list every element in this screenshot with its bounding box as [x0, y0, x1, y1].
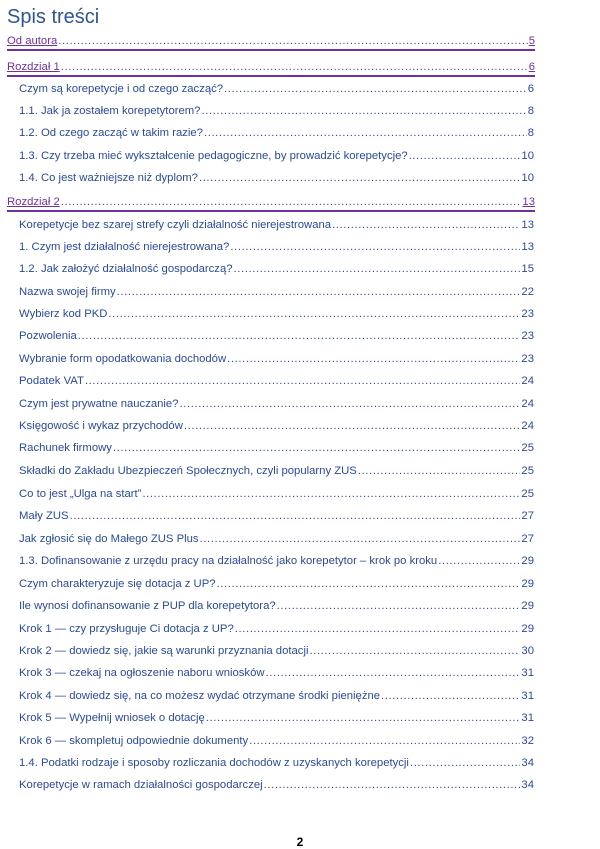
toc-entry-title: Krok 4 — dowiedz się, na co możesz wydać otrzymane środki pieniężne — [19, 690, 381, 702]
toc-entry-title: Ile wynosi dofinansowanie z PUP dla korepetytora? — [19, 600, 276, 612]
toc-entry-link[interactable] — [19, 352, 534, 366]
dot-leader — [184, 419, 521, 433]
toc-entry-link[interactable] — [19, 419, 534, 433]
toc-entry-title: Wybranie form opodatkowania dochodów — [19, 353, 227, 365]
toc-entry-link[interactable] — [19, 711, 534, 725]
toc-entry-page: 25 — [521, 442, 534, 454]
toc-entry-title: Korepetycje bez szarej strefy czyli działalność nierejestrowana — [19, 219, 332, 231]
toc-entry-link[interactable] — [19, 285, 534, 299]
toc-entry-title: Krok 1 — czy przysługuje Ci dotacja z UP? — [19, 623, 234, 635]
toc-entry-title: 1.4. Podatki rodzaje i sposoby rozliczania dochodów z uzyskanych korepetycji — [19, 757, 409, 769]
toc-entry-link[interactable] — [19, 104, 534, 118]
toc-entry-page: 10 — [521, 150, 534, 162]
toc-entry-link[interactable] — [19, 329, 534, 343]
toc-entry-title: Składki do Zakładu Ubezpieczeń Społecznych, czyli popularny ZUS — [19, 465, 357, 477]
toc-entry-link[interactable] — [19, 149, 534, 163]
toc-entry-title: Podatek VAT — [19, 375, 84, 387]
dot-leader — [85, 374, 521, 388]
toc-entry-page: 13 — [521, 241, 534, 253]
toc-entry-page: 31 — [521, 667, 534, 679]
dot-leader — [358, 464, 521, 478]
toc-entry-title: Od autora — [7, 35, 58, 47]
dot-leader — [108, 307, 520, 321]
toc-entry-link[interactable] — [19, 756, 534, 770]
heading-underline-rule — [7, 75, 535, 77]
toc-entry-page: 29 — [521, 600, 534, 612]
toc-entry-link[interactable] — [19, 644, 534, 658]
toc-entry-title: Czym jest prywatne nauczanie? — [19, 398, 179, 410]
toc-entry-link[interactable] — [19, 577, 534, 591]
heading-underline-rule — [7, 49, 535, 51]
toc-entry-title: Krok 2 — dowiedz się, jakie są warunki przyznania dotacji — [19, 645, 309, 657]
toc-entry-link[interactable] — [19, 689, 534, 703]
toc-entry-page: 5 — [528, 35, 535, 47]
page-number: 2 — [296, 835, 304, 849]
dot-leader — [332, 218, 520, 232]
toc-entry-page: 24 — [521, 375, 534, 387]
toc-entry-page: 29 — [521, 578, 534, 590]
toc-entry-page: 8 — [527, 127, 534, 139]
dot-leader — [381, 689, 520, 703]
dot-leader — [70, 509, 521, 523]
dot-leader — [230, 240, 520, 254]
toc-entry-page: 31 — [521, 712, 534, 724]
dot-leader — [409, 149, 521, 163]
dot-leader — [180, 397, 521, 411]
toc-entry-page: 6 — [527, 83, 534, 95]
dot-leader — [235, 622, 521, 636]
dot-leader — [264, 778, 521, 792]
toc-entry-page: 13 — [522, 196, 535, 208]
toc-entry-title: Nazwa swojej firmy — [19, 286, 116, 298]
toc-entry-title: Krok 5 — Wypełnij wniosek o dotację — [19, 712, 205, 724]
toc-entry-link[interactable] — [19, 734, 534, 748]
toc-entry-page: 23 — [521, 330, 534, 342]
toc-entry-title: 1.1. Jak ja zostałem korepetytorem? — [19, 105, 201, 117]
toc-entry-title: Wybierz kod PKD — [19, 308, 108, 320]
toc-entry-title: 1.2. Jak założyć działalność gospodarczą? — [19, 263, 233, 275]
toc-entry-link[interactable] — [19, 778, 534, 792]
dot-leader — [61, 195, 522, 209]
toc-entry-title: Pozwolenia — [19, 330, 77, 342]
toc-entry-link[interactable] — [19, 262, 534, 276]
toc-entry-page: 6 — [528, 61, 535, 73]
toc-entry-title: Krok 3 — czekaj na ogłoszenie naboru wniosków — [19, 667, 265, 679]
dot-leader — [309, 644, 520, 658]
dot-leader — [410, 756, 520, 770]
toc-entry-page: 27 — [521, 510, 534, 522]
toc-entry-page: 24 — [521, 398, 534, 410]
dot-leader — [204, 126, 527, 140]
toc-entry-title: 1.3. Dofinansowanie z urzędu pracy na działalność jako korepetytor – krok po kroku — [19, 555, 438, 567]
toc-entry-link[interactable] — [19, 666, 534, 680]
toc-entry-page: 13 — [521, 219, 534, 231]
dot-leader — [227, 352, 520, 366]
toc-entry-title: Rachunek firmowy — [19, 442, 112, 454]
dot-leader — [78, 329, 521, 343]
dot-leader — [266, 666, 521, 680]
toc-entry-page: 10 — [521, 172, 534, 184]
toc-entry-link[interactable] — [19, 240, 534, 254]
dot-leader — [224, 82, 527, 96]
toc-entry-link[interactable] — [19, 464, 534, 478]
toc-entry-link[interactable] — [19, 599, 534, 613]
dot-leader — [206, 711, 521, 725]
toc-entry-title: 1.3. Czy trzeba mieć wykształcenie pedagogiczne, by prowadzić korepetycje? — [19, 150, 408, 162]
toc-entry-link[interactable] — [19, 441, 534, 455]
dot-leader — [438, 554, 520, 568]
dot-leader — [113, 441, 521, 455]
dot-leader — [117, 285, 521, 299]
toc-entry-title: Rozdział 1 — [7, 61, 60, 73]
toc-entry-title: Korepetycje w ramach działalności gospodarczej — [19, 779, 263, 791]
dot-leader — [142, 487, 520, 501]
toc-entry-link[interactable] — [19, 307, 534, 321]
toc-entry-page: 34 — [521, 757, 534, 769]
toc-entry-page: 29 — [521, 555, 534, 567]
toc-entry-title: Mały ZUS — [19, 510, 69, 522]
toc-entry-page: 25 — [521, 465, 534, 477]
toc-heading-link[interactable] — [7, 195, 535, 209]
toc-entry-title: Rozdział 2 — [7, 196, 60, 208]
dot-leader — [199, 171, 520, 185]
toc-entry-page: 23 — [521, 308, 534, 320]
toc-entry-page: 27 — [521, 533, 534, 545]
toc-entry-title: Co to jest „Ulga na start” — [19, 488, 142, 500]
toc-entry-link[interactable] — [19, 218, 534, 232]
toc-entry-page: 23 — [521, 353, 534, 365]
toc-entry-link[interactable] — [19, 487, 534, 501]
toc-entry-link[interactable] — [19, 622, 534, 636]
toc-entry-link[interactable] — [19, 171, 534, 185]
toc-entry-page: 29 — [521, 623, 534, 635]
page-title: Spis treści — [7, 6, 100, 28]
dot-leader — [58, 34, 527, 48]
dot-leader — [217, 577, 521, 591]
toc-entry-link[interactable] — [19, 82, 534, 96]
toc-entry-link[interactable] — [19, 397, 534, 411]
toc-entry-link[interactable] — [19, 509, 534, 523]
toc-entry-page: 25 — [521, 488, 534, 500]
toc-entry-link[interactable] — [19, 374, 534, 388]
dot-leader — [201, 104, 526, 118]
dot-leader — [249, 734, 520, 748]
toc-entry-page: 8 — [527, 105, 534, 117]
dot-leader — [61, 60, 528, 74]
toc-entry-page: 22 — [521, 286, 534, 298]
toc-entry-title: Jak zgłosić się do Małego ZUS Plus — [19, 533, 199, 545]
toc-entry-title: Czym są korepetycje i od czego zacząć? — [19, 83, 224, 95]
toc-heading-link[interactable] — [7, 60, 535, 74]
toc-entry-title: 1.4. Co jest ważniejsze niż dyplom? — [19, 172, 198, 184]
toc-entry-page: 15 — [521, 263, 534, 275]
toc-entry-page: 24 — [521, 420, 534, 432]
toc-entry-title: Czym charakteryzuje się dotacja z UP? — [19, 578, 216, 590]
toc-entry-title: Księgowość i wykaz przychodów — [19, 420, 183, 432]
toc-heading-link[interactable] — [7, 34, 535, 48]
heading-underline-rule — [7, 210, 535, 212]
toc-entry-title: 1. Czym jest działalność nierejestrowana? — [19, 241, 230, 253]
toc-entry-page: 30 — [521, 645, 534, 657]
toc-entry-page: 31 — [521, 690, 534, 702]
dot-leader — [277, 599, 521, 613]
toc-entry-page: 32 — [521, 735, 534, 747]
toc-entry-link[interactable] — [19, 532, 534, 546]
toc-entry-title: 1.2. Od czego zacząć w takim razie? — [19, 127, 203, 139]
dot-leader — [200, 532, 521, 546]
toc-entry-title: Krok 6 — skompletuj odpowiednie dokumenty — [19, 735, 249, 747]
toc-entry-link[interactable] — [19, 554, 534, 568]
dot-leader — [234, 262, 521, 276]
toc-entry-link[interactable] — [19, 126, 534, 140]
toc-entry-page: 34 — [521, 779, 534, 791]
